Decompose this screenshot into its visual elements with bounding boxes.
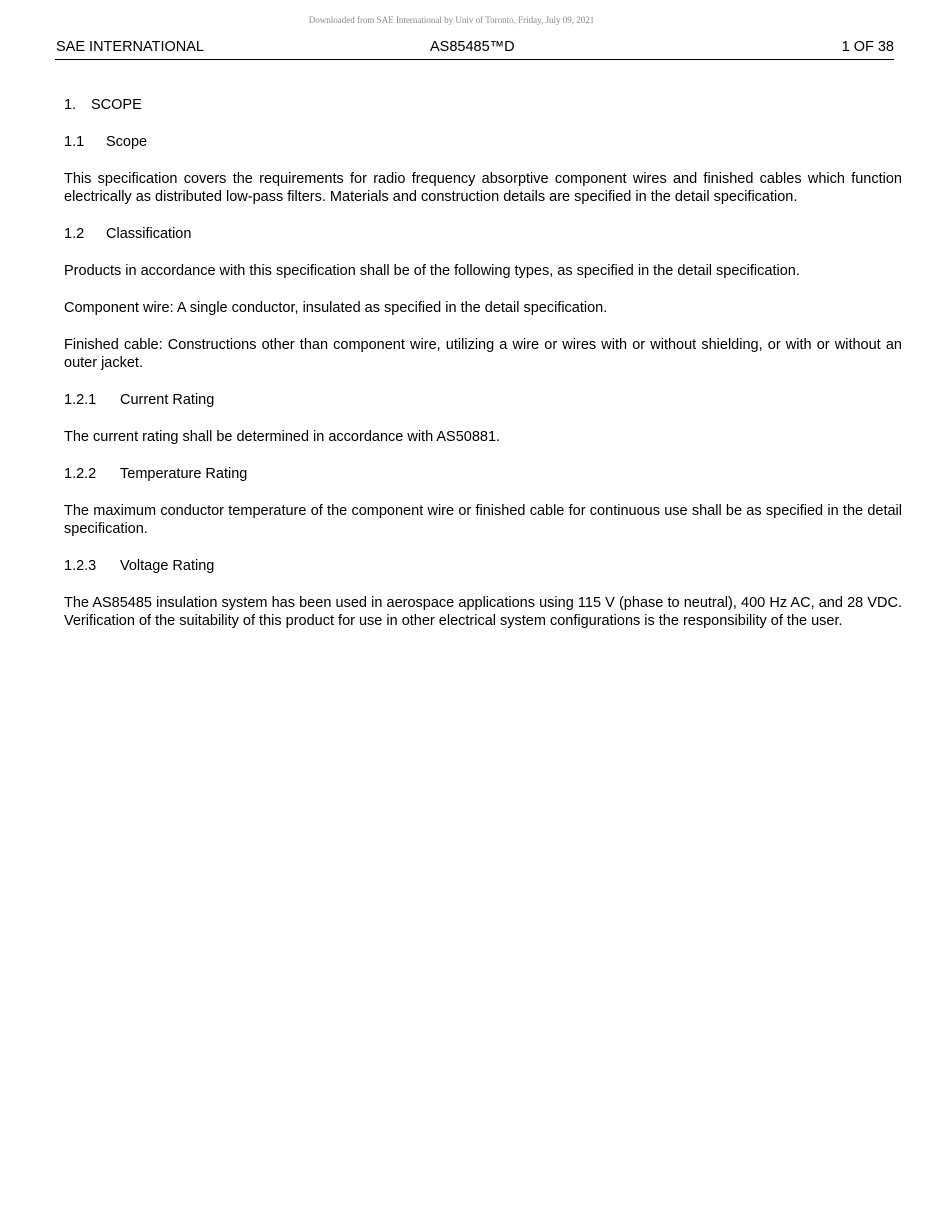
download-watermark: Downloaded from SAE International by Univ of Toronto, Friday, July 09, 2021 [308,15,595,25]
header-organization: SAE INTERNATIONAL [56,39,204,55]
paragraph-finished-cable: Finished cable: Constructions other than component wire, utilizing a wire or wires with or without shielding, or with or without an outer jacket. [64,337,902,371]
paragraph-scope: This specification covers the requirements for radio frequency absorptive component wires and finished cables which function electrically as distributed low-pass filters. Materials and construction details are specified in the detail specification. [64,171,902,205]
section-number: 1.2 [64,226,85,242]
document-body [64,96,902,630]
section-heading-1-2 [64,225,902,243]
section-number: 1. [64,97,77,113]
section-title: Scope [106,134,148,150]
header-document-number: AS85485™D [430,39,515,55]
page-header [55,38,894,60]
section-title: Current Rating [120,392,215,408]
paragraph-current-rating: The current rating shall be determined in accordance with AS50881. [64,429,501,445]
paragraph-component-wire: Component wire: A single conductor, insulated as specified in the detail specification. [64,300,608,316]
section-title: Voltage Rating [120,558,215,574]
section-heading-1-1 [64,133,902,151]
section-heading-1 [64,96,902,114]
section-title: SCOPE [91,97,142,113]
section-heading-1-2-3 [64,557,902,575]
section-number: 1.2.1 [64,392,97,408]
paragraph-voltage-rating: The AS85485 insulation system has been used in aerospace applications using 115 V (phase to neutral), 400 Hz AC, and 28 VDC. Verification of the suitability of this product for use in other electrical system configurations is the responsibility of the user. [64,595,902,629]
section-heading-1-2-2 [64,465,902,483]
header-page-number: 1 OF 38 [841,39,894,55]
paragraph-classification-intro: Products in accordance with this specification shall be of the following types, as specified in the detail specification. [64,263,800,279]
section-number: 1.1 [64,134,85,150]
section-title: Temperature Rating [120,466,248,482]
section-number: 1.2.3 [64,558,97,574]
section-number: 1.2.2 [64,466,97,482]
section-title: Classification [106,226,192,242]
section-heading-1-2-1 [64,391,902,409]
paragraph-temperature-rating: The maximum conductor temperature of the component wire or finished cable for continuous use shall be as specified in the detail specification. [64,503,902,537]
